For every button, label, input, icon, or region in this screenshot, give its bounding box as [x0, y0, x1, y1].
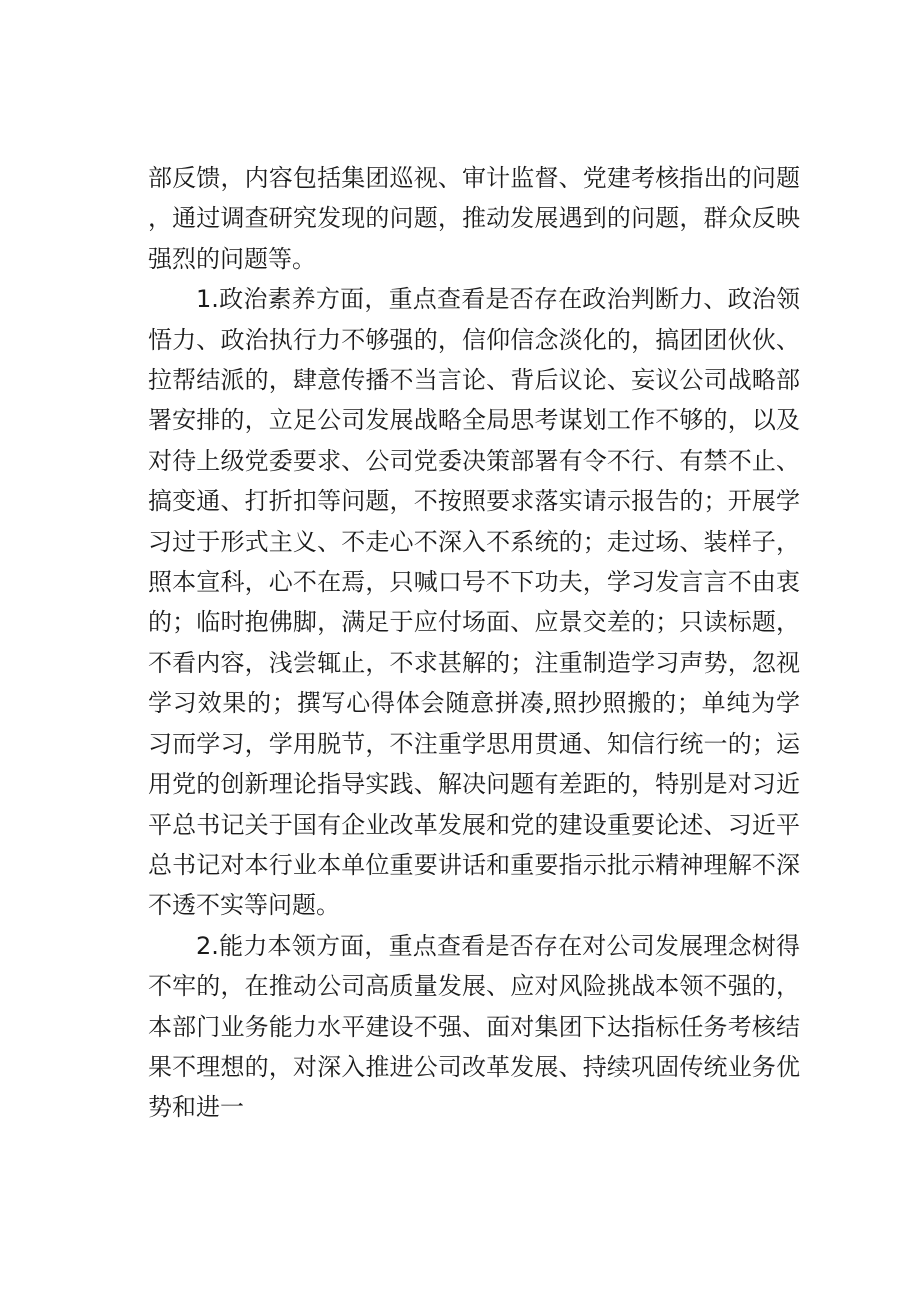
paragraph-ability-skills: 2.能力本领方面，重点查看是否存在对公司发展理念树得不牢的，在推动公司高质量发展、应对风险挑战本领不强的，本部门业务能力水平建设不强、面对集团下达指标任务考核结果不理想的，对深入推进公司改革发展、持续巩固传统业务优势和进一: [148, 931, 800, 1122]
paragraph-continuation: 部反馈，内容包括集团巡视、审计监督、党建考核指出的问题，通过调查研究发现的问题，推动发展遇到的问题，群众反映强烈的问题等。: [148, 164, 800, 273]
document-body: [148, 158, 800, 1128]
paragraph-political-literacy: 1.政治素养方面，重点查看是否存在政治判断力、政治领悟力、政治执行力不够强的，信仰信念淡化的，搞团团伙伙、拉帮结派的，肆意传播不当言论、背后议论、妄议公司战略部署安排的，立足公司发展战略全局思考谋划工作不够的，以及对待上级党委要求、公司党委决策部署有令不行、有禁不止、搞变通、打折扣等问题，不按照要求落实请示报告的；开展学习过于形式主义、不走心不深入不系统的；走过场、装样子，照本宣科，心不在焉，只喊口号不下功夫，学习发言言不由衷的；临时抱佛脚，满足于应付场面、应景交差的；只读标题，不看内容，浅尝辄止，不求甚解的；注重制造学习声势，忽视学习效果的；撰写心得体会随意拼凑,照抄照搬的；单纯为学习而学习，学用脱节，不注重学思用贯通、知信行统一的；运用党的创新理论指导实践、解决问题有差距的，特别是对习近平总书记关于国有企业改革发展和党的建设重要论述、习近平总书记对本行业本单位重要讲话和重要指示批示精神理解不深不透不实等问题。: [148, 285, 800, 920]
